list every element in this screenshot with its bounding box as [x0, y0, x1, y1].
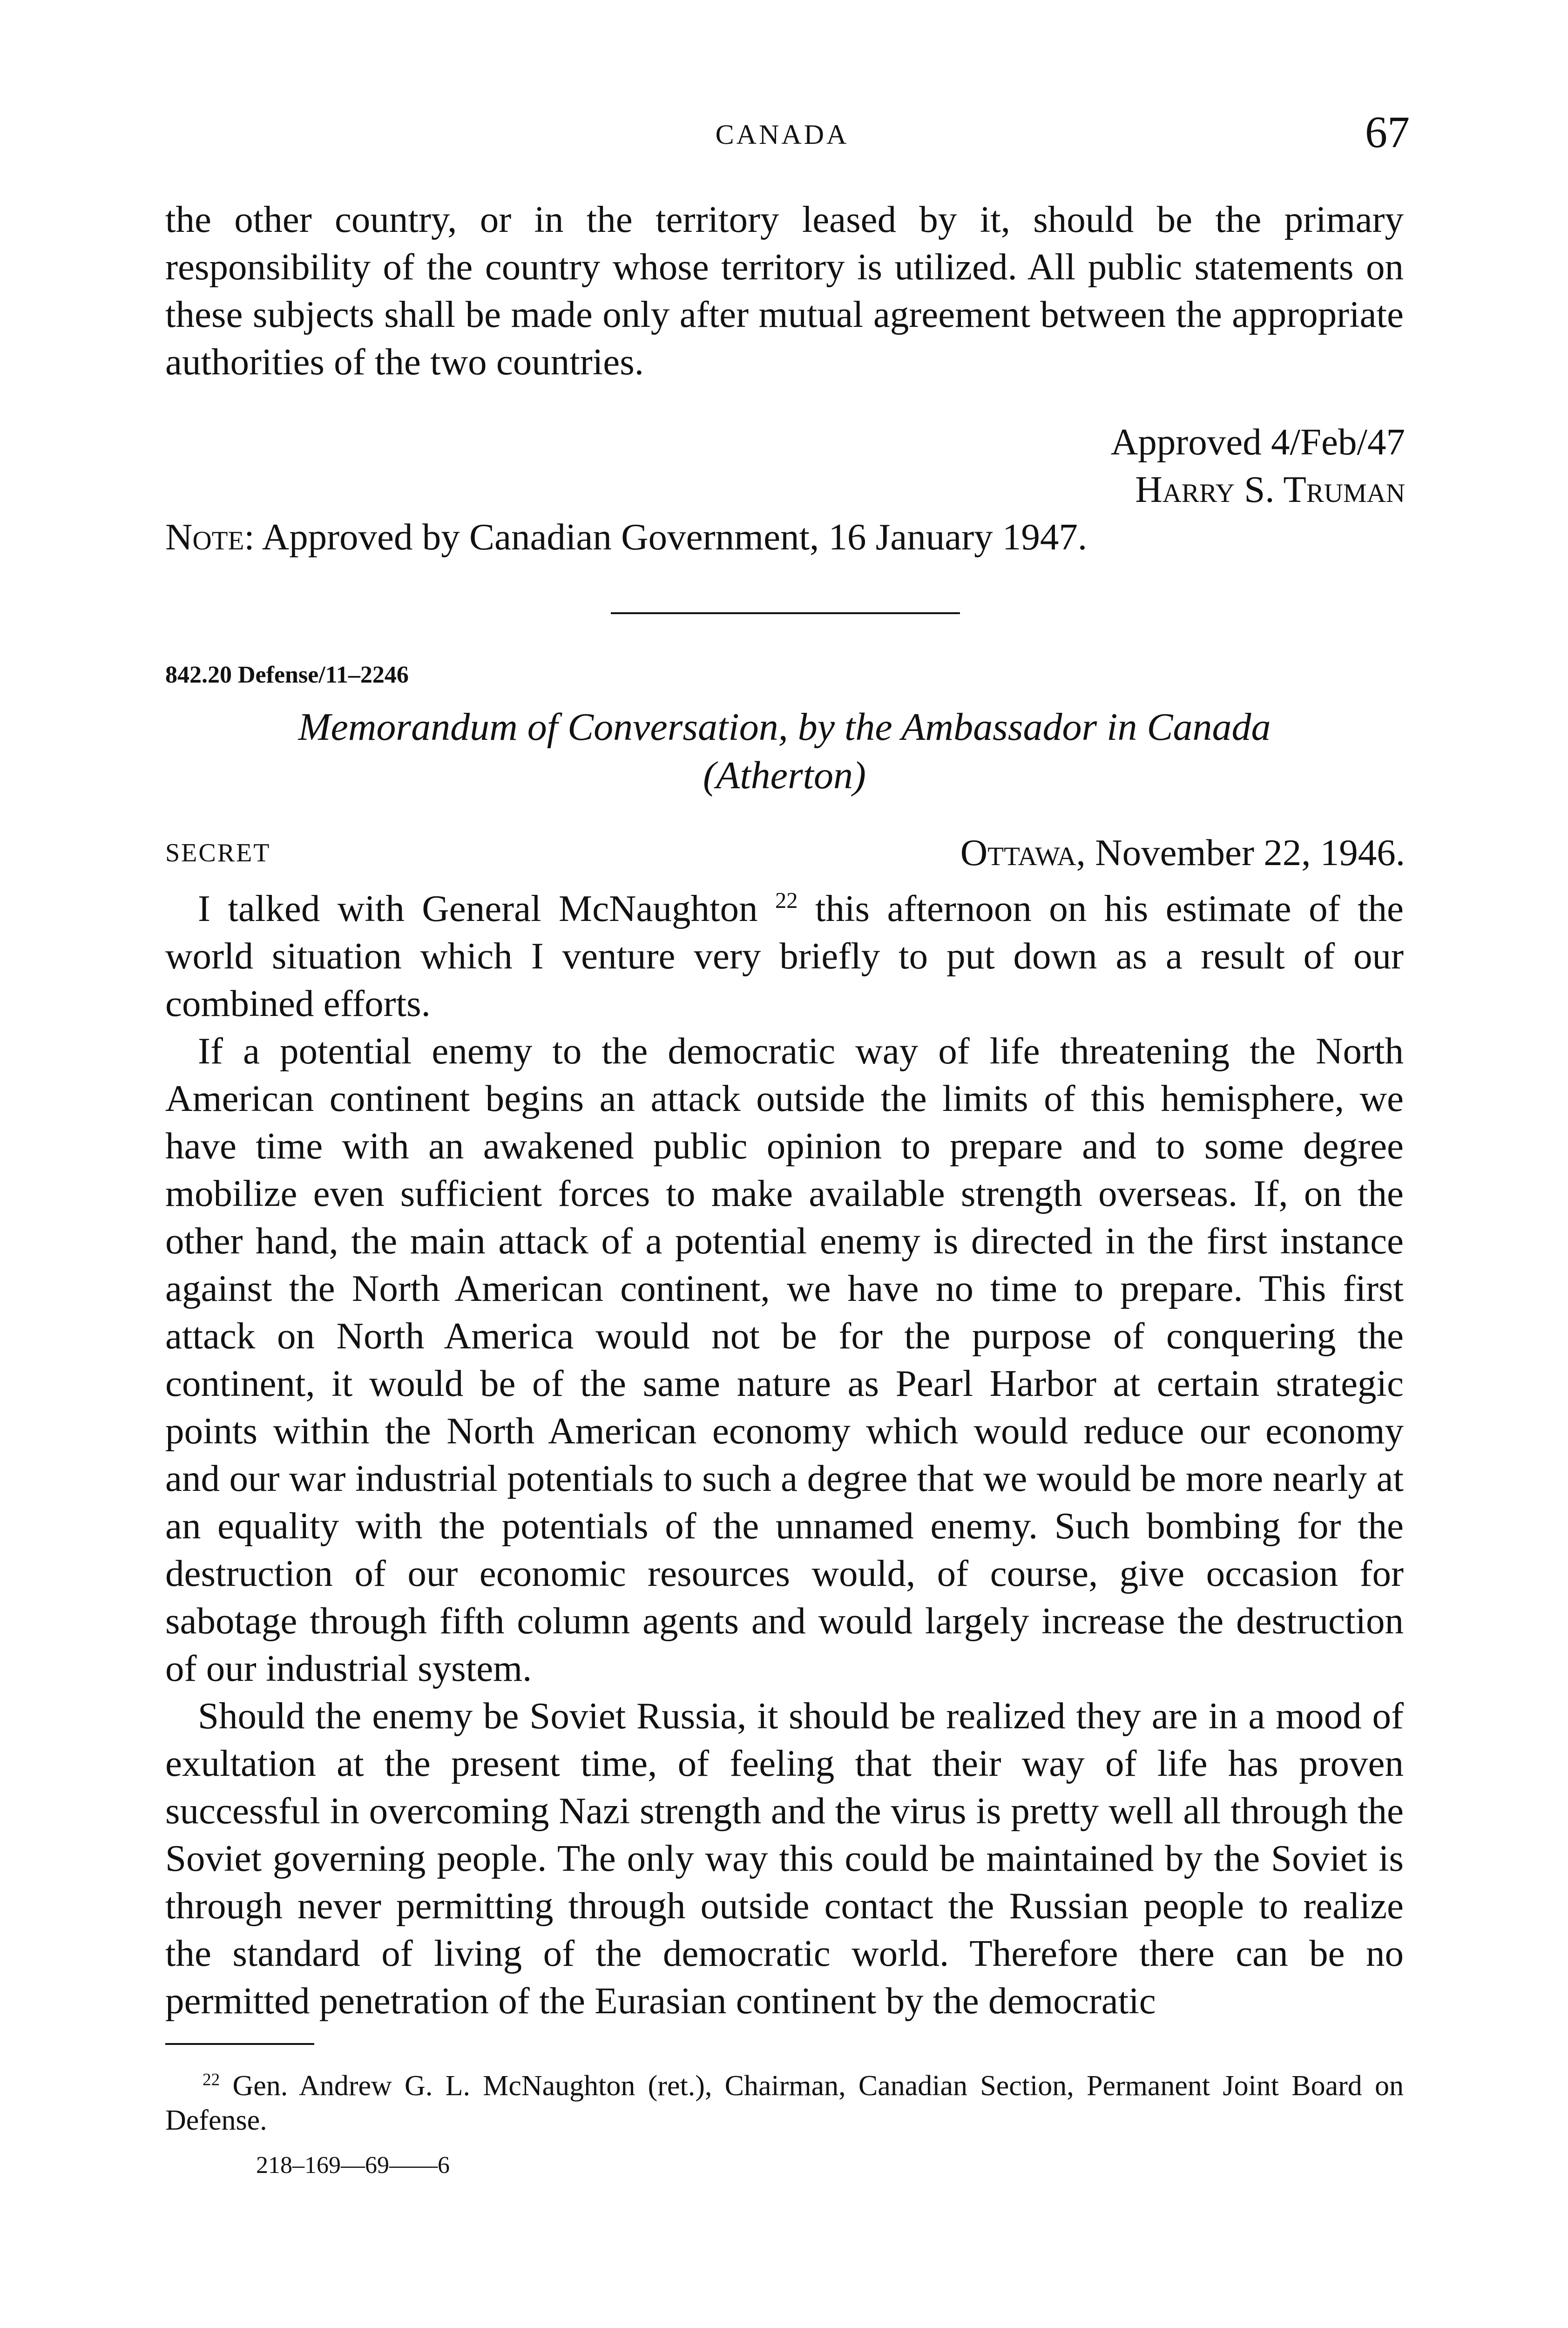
paragraph-1-end: this afternoon on his estimate of the world situation which I venture very briefly to put down as a result of our combined efforts. — [165, 887, 1404, 1024]
footnote-text: Gen. Andrew G. L. McNaughton (ret.), Chairman, Canadian Section, Permanent Joint Board on Defense. — [165, 2070, 1404, 2136]
note-label: Note — [165, 516, 244, 558]
note-line — [165, 513, 1404, 561]
page-number: 67 — [1365, 107, 1410, 157]
continued-paragraph: the other country, or in the territory leased by it, should be the primary responsibility of the country whose territory is utilized. All public statements on these subjects shall be made only after mutual agreement between the appropriate authorities of the two countries. — [165, 198, 1404, 383]
running-title: CANADA — [715, 119, 849, 150]
paragraph-1 — [165, 885, 1404, 1027]
dateline — [960, 831, 1405, 874]
footnote-reference: 22 — [775, 888, 798, 913]
approval-signer: Harry S. Truman — [1135, 468, 1405, 510]
approval-line: Approved 4/Feb/47 — [1110, 421, 1405, 463]
dateline-date: November 22, 1946. — [1085, 832, 1405, 873]
section-divider — [611, 612, 960, 614]
classification: SECRET — [165, 839, 271, 867]
document-title-line1: Memorandum of Conversation, by the Ambassador in Canada — [298, 705, 1271, 749]
note-text: : Approved by Canadian Government, 16 January 1947. — [244, 516, 1088, 558]
document-title-line2: (Atherton) — [703, 754, 866, 797]
paragraph-1-start: I talked with General McNaughton — [198, 887, 775, 929]
document-title — [214, 703, 1355, 800]
paragraph-2: If a potential enemy to the democratic way of life threatening the North American continent begins an attack outside the limits of this hemisphere, we have time with an awakened public opinion to prepare and to some degree mobilize even sufficient forces to make available strength overseas. If, on the other hand, the main attack of a potential enemy is directed in the first instance against the North American continent, we have no time to prepare. This first attack on North America would not be for the purpose of conquering the continent, it would be of the same nature as Pearl Harbor at certain strategic points within the North American economy which would reduce our economy and our war industrial potentials to such a degree that we would be more nearly at an equality with the potentials of the unnamed enemy. Such bombing for the destruction of our economic resources would, of course, give occasion for sabotage through fifth column agents and would largely increase the destruction of our industrial system. — [165, 1030, 1404, 1689]
footnote — [165, 2069, 1404, 2138]
footnote-number: 22 — [203, 2070, 220, 2090]
print-code: 218–169—69——6 — [256, 2152, 450, 2179]
file-number: 842.20 Defense/11–2246 — [165, 662, 409, 688]
paragraph-3: Should the enemy be Soviet Russia, it should be realized they are in a mood of exultation at the present time, of feeling that their way of life has proven successful in overcoming Nazi strength and the virus is pretty well all through the Soviet governing people. The only way this could be maintained by the Soviet is through never permitting through outside contact the Russian people to realize the standard of living of the democratic world. Therefore there can be no permitted penetration of the Eurasian continent by the democratic — [165, 1695, 1404, 2022]
footnote-divider — [165, 2043, 314, 2045]
dateline-place: Ottawa, — [960, 832, 1086, 873]
